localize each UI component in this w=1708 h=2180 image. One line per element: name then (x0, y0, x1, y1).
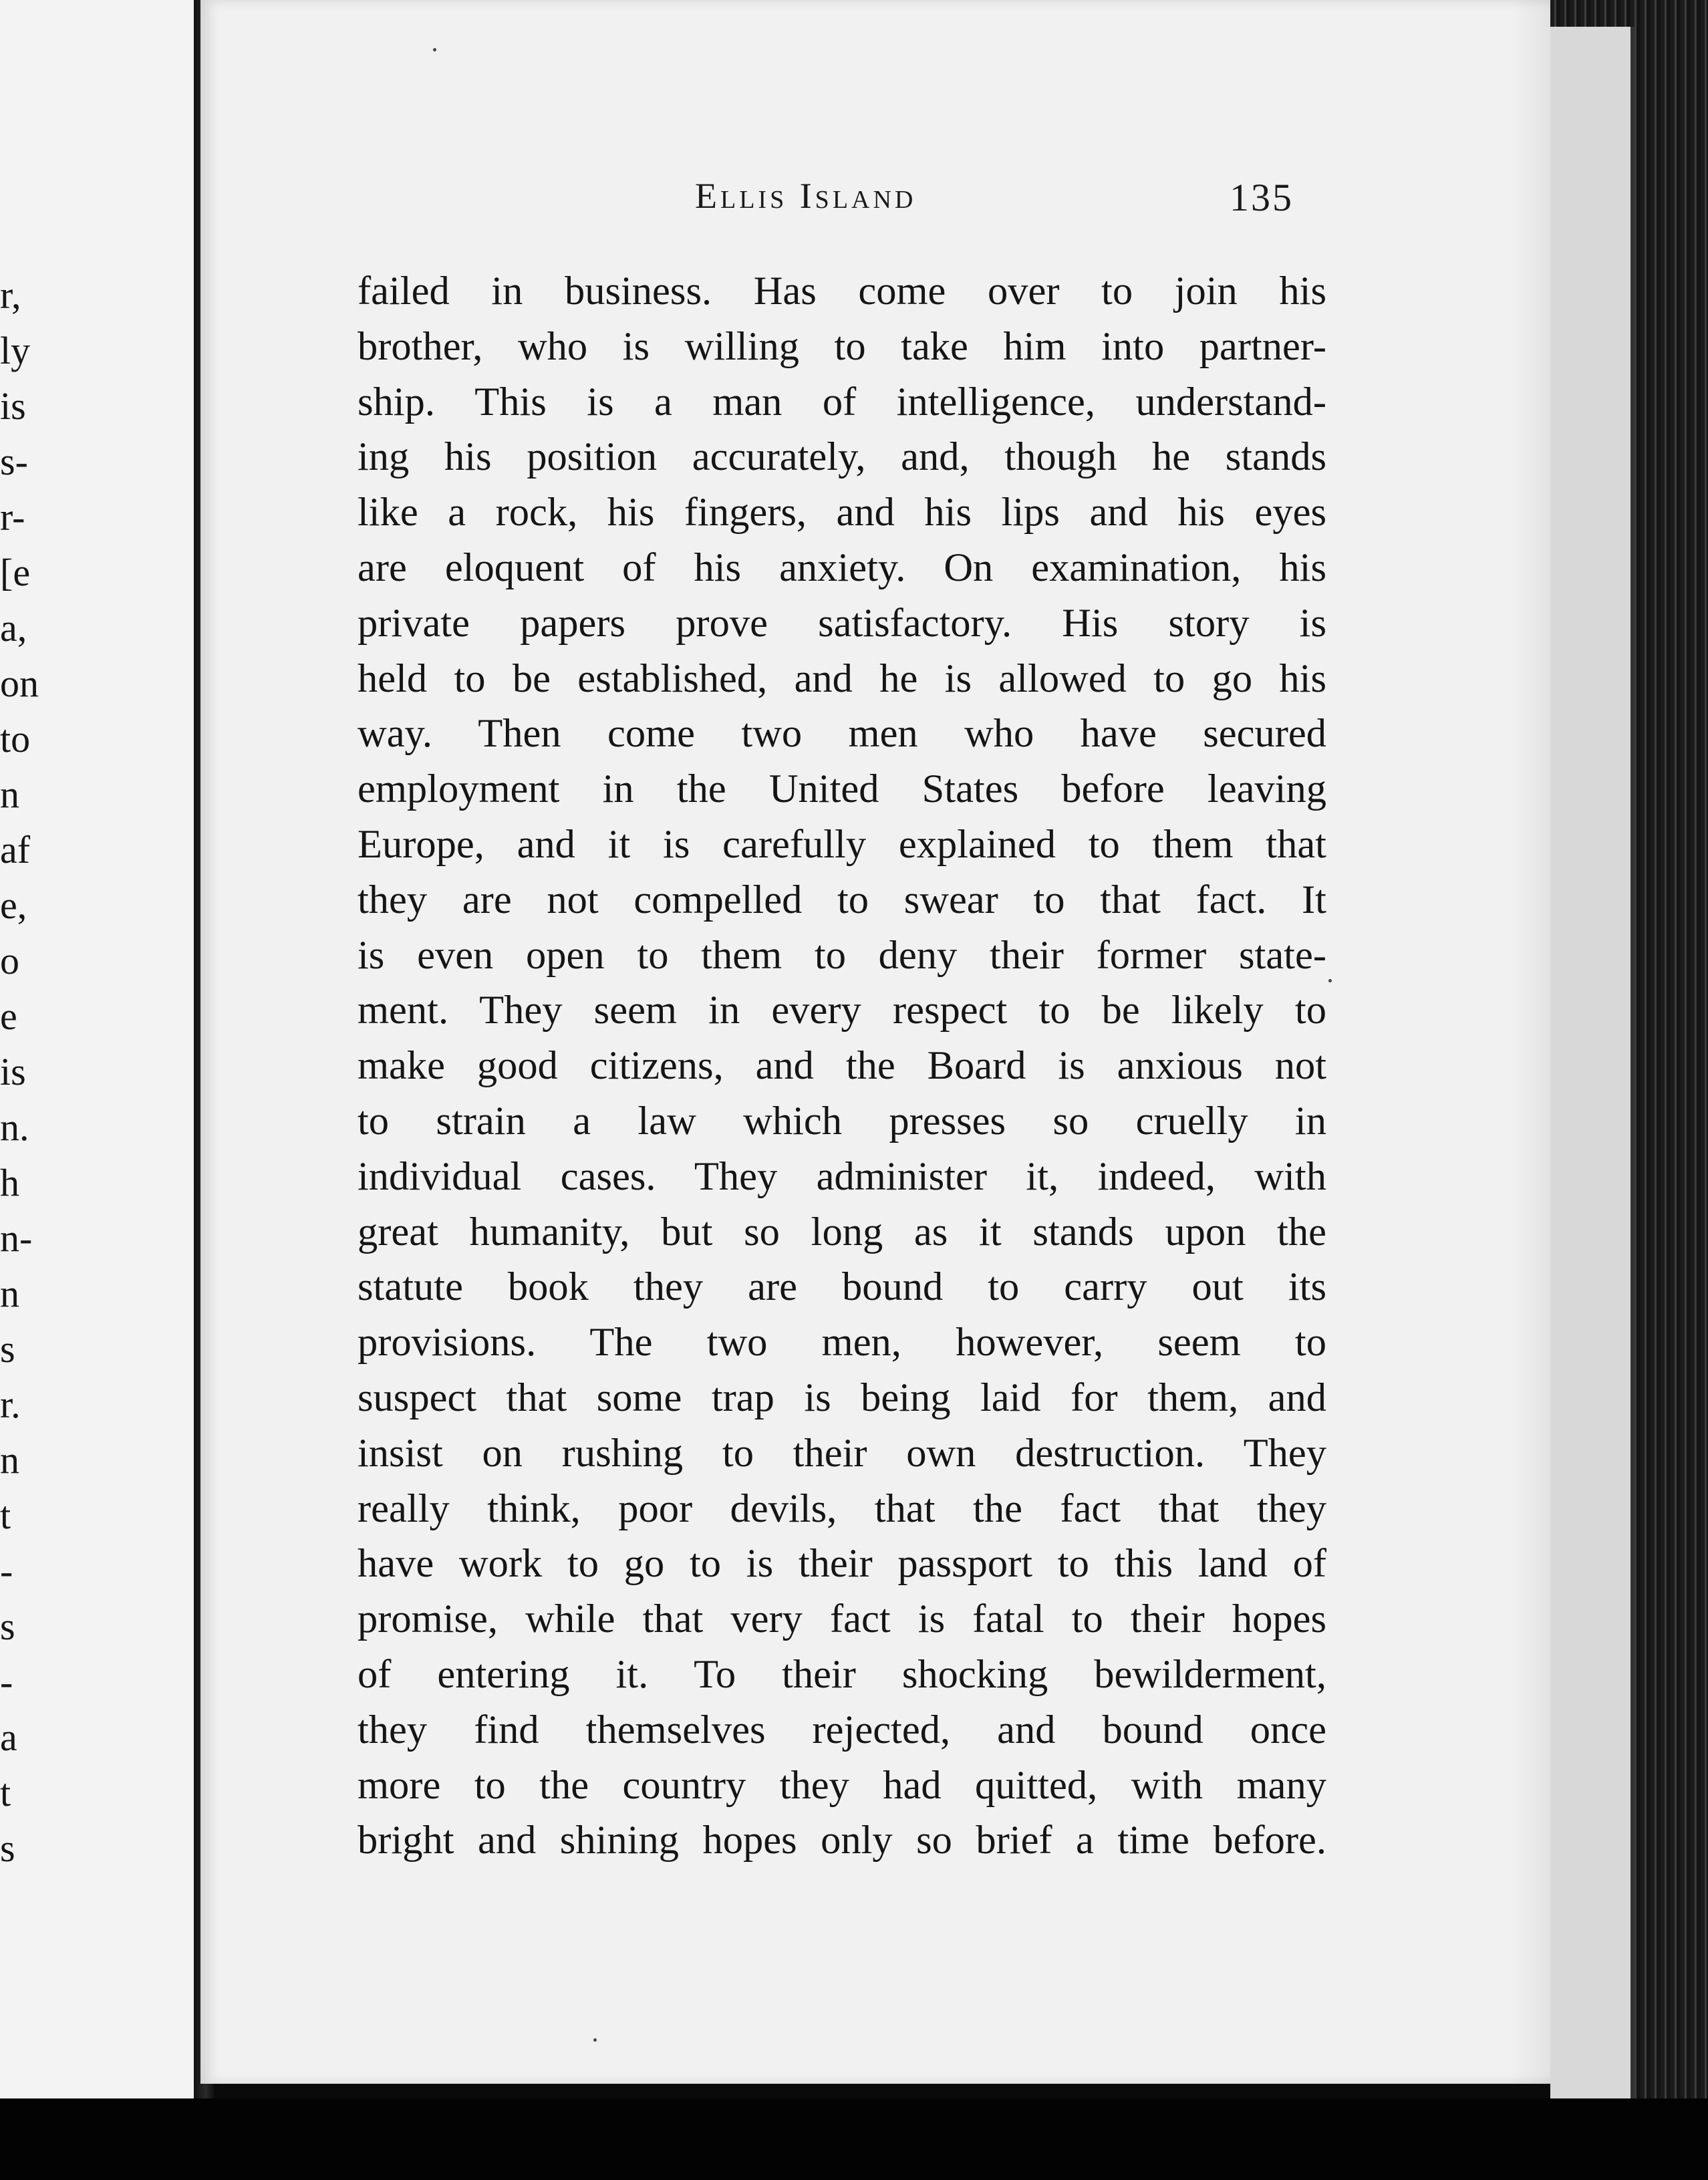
left-page-fragment: r- (0, 495, 25, 539)
scan-bottom-border (0, 2098, 1708, 2180)
left-page-fragment: ly (0, 329, 31, 372)
left-page-fragment: [e (0, 551, 31, 594)
left-page-fragment: n (0, 1272, 19, 1315)
text-line: is even open to them to deny their former state- (358, 932, 1326, 978)
paper-speck (1328, 979, 1332, 982)
text-line: make good citizens, and the Board is anxious not (358, 1043, 1326, 1089)
left-page-fragment: - (0, 1660, 13, 1704)
text-line: employment in the United States before leaving (358, 767, 1326, 812)
left-page-fragment: is (0, 384, 26, 428)
paper-speck (433, 48, 436, 51)
left-page-fragment: a, (0, 606, 27, 650)
text-line: private papers prove satisfactory. His story is (358, 600, 1326, 646)
text-line: insist on rushing to their own destruction. They (358, 1430, 1326, 1476)
left-page-fragment: to (0, 717, 31, 761)
left-page-fragment: a (0, 1716, 17, 1759)
left-page-fragment: s (0, 1826, 15, 1870)
left-page-fragment: s (0, 1605, 15, 1648)
text-line: ment. They seem in every respect to be likely to (358, 988, 1326, 1033)
text-line: suspect that some trap is being laid for them, and (358, 1375, 1326, 1420)
text-line: great humanity, but so long as it stands upon the (358, 1209, 1326, 1254)
left-page-fragment: is (0, 1050, 26, 1093)
text-line: Europe, and it is carefully explained to them that (358, 821, 1326, 867)
text-line: have work to go to is their passport to this land of (358, 1541, 1326, 1587)
running-head-title: Ellis Island (695, 176, 917, 216)
text-line: they are not compelled to swear to that fact. It (358, 877, 1326, 922)
left-page-fragment: n. (0, 1105, 29, 1149)
text-line: like a rock, his fingers, and his lips and his eyes (358, 490, 1326, 535)
left-facing-page (0, 0, 200, 2098)
text-line: to strain a law which presses so cruelly in (358, 1098, 1326, 1143)
text-line: of entering it. To their shocking bewilderment, (358, 1651, 1326, 1697)
page-edge-light (1550, 27, 1634, 2098)
left-page-fragment: r. (0, 1383, 21, 1426)
left-page-text-fragments (0, 267, 39, 1876)
page-number: 135 (1230, 176, 1294, 219)
left-page-fragment: t (0, 1494, 11, 1537)
left-page-fragment: r, (0, 273, 21, 317)
left-page-fragment: on (0, 662, 39, 705)
text-line: bright and shining hopes only so brief a time before. (358, 1818, 1326, 1863)
left-page-fragment: s (0, 1327, 15, 1371)
text-line: are eloquent of his anxiety. On examination, his (358, 545, 1326, 590)
text-line: ship. This is a man of intelligence, understand- (358, 379, 1326, 424)
text-line: individual cases. They administer it, indeed, with (358, 1153, 1326, 1199)
left-page-fragment: t (0, 1771, 11, 1814)
left-page-fragment: e, (0, 883, 27, 927)
text-line: promise, while that very fact is fatal to their hopes (358, 1597, 1326, 1642)
text-line: held to be established, and he is allowed to go his (358, 656, 1326, 701)
left-page-fragment: n (0, 1438, 19, 1482)
page-shadow (1510, 0, 1550, 2084)
left-page-fragment: - (0, 1549, 13, 1593)
text-line: provisions. The two men, however, seem to (358, 1320, 1326, 1365)
left-page-fragment: e (0, 994, 17, 1038)
text-line: more to the country they had quitted, with many (358, 1762, 1326, 1808)
text-line: really think, poor devils, that the fact that they (358, 1486, 1326, 1531)
text-line: failed in business. Has come over to join his (358, 269, 1326, 313)
left-page-fragment: n (0, 773, 19, 816)
text-line: ing his position accurately, and, though he stands (358, 434, 1326, 480)
text-line: brother, who is willing to take him into partner- (358, 323, 1326, 369)
text-line: statute book they are bound to carry out its (358, 1264, 1326, 1310)
left-page-fragment: o (0, 939, 19, 982)
left-page-fragment: n- (0, 1216, 33, 1260)
paper-speck (593, 2038, 597, 2042)
left-page-fragment: af (0, 828, 31, 871)
left-page-fragment: s- (0, 440, 28, 483)
left-page-fragment: h (0, 1161, 19, 1204)
text-line: they find themselves rejected, and bound once (358, 1707, 1326, 1752)
body-text (358, 264, 1326, 1869)
text-line: way. Then come two men who have secured (358, 711, 1326, 757)
